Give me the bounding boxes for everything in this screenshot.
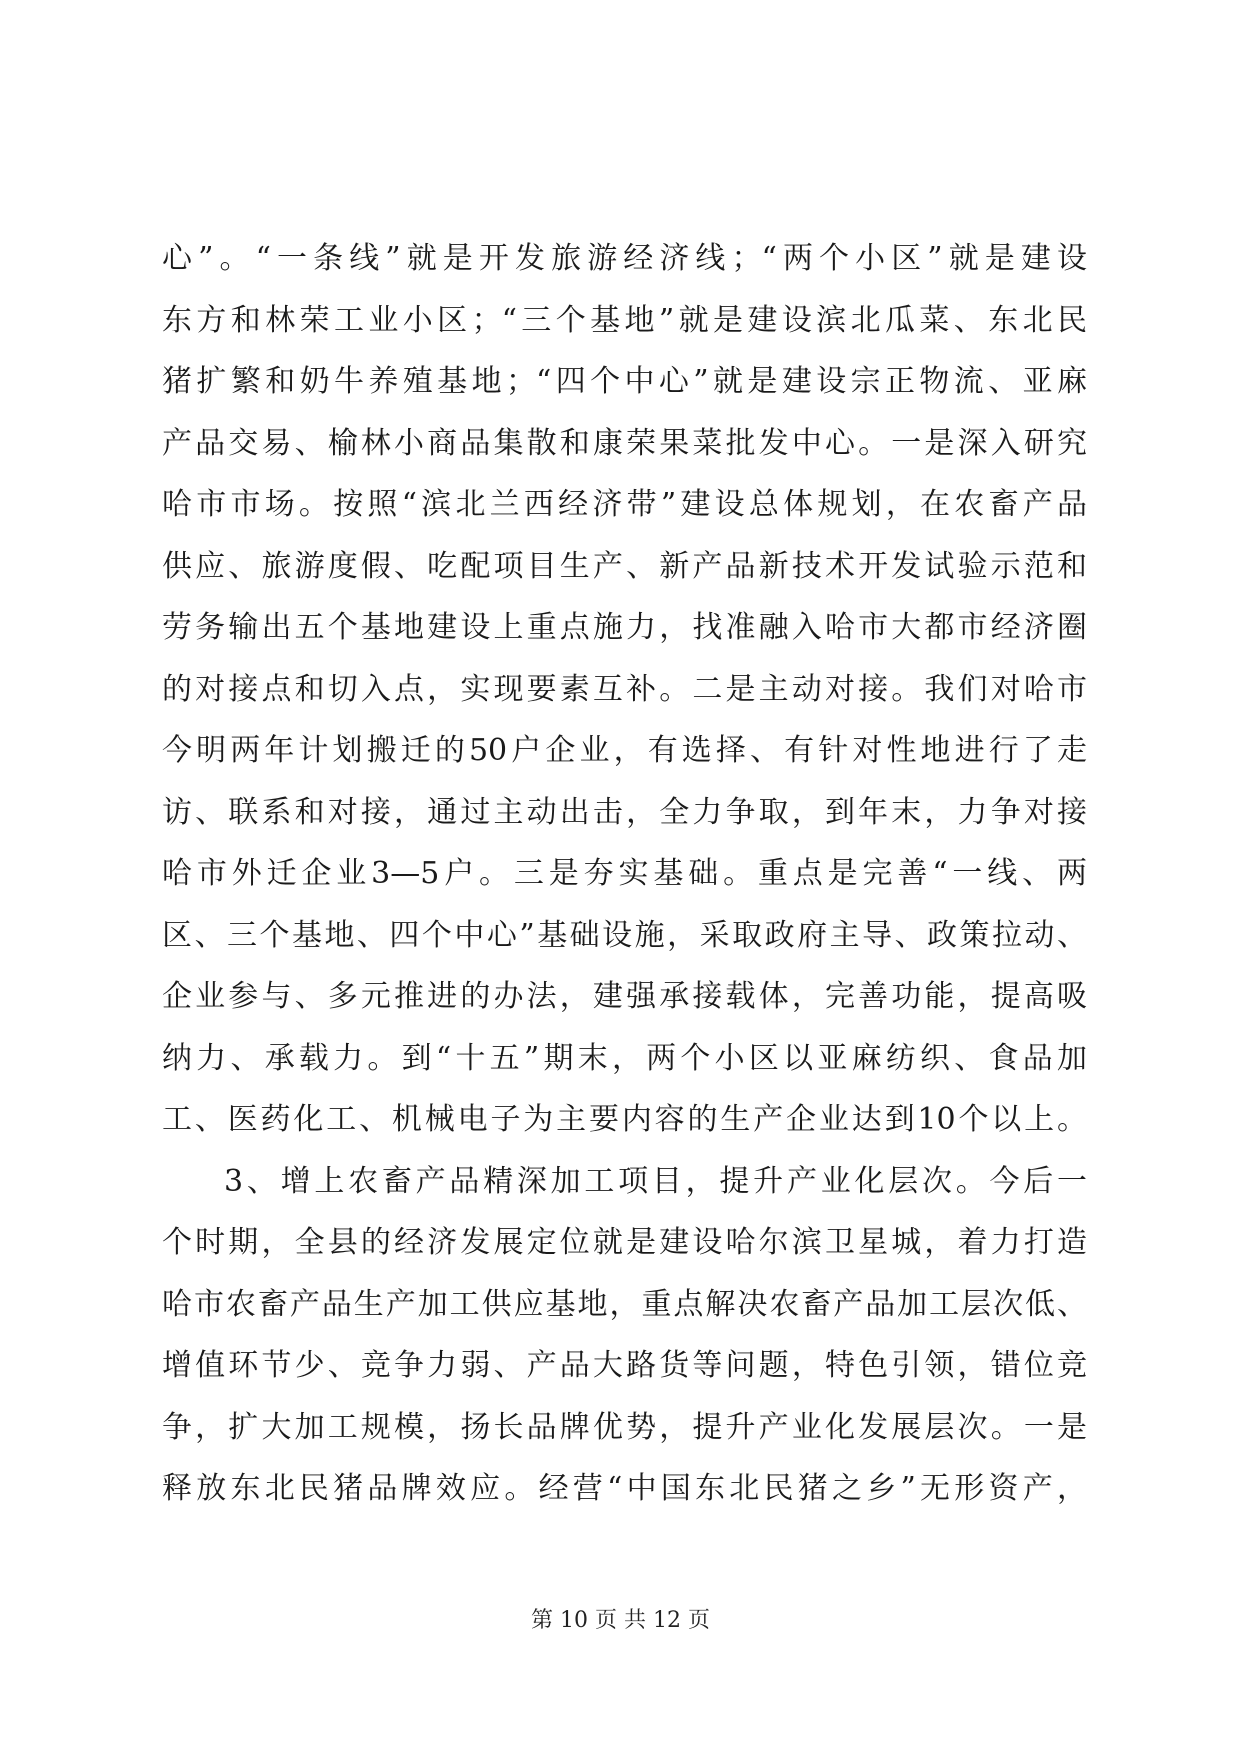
text-line: 纳力、承载力。到“十五”期末，两个小区以亚麻纺织、食品加 [162, 1040, 1087, 1076]
text-line: 个时期，全县的经济发展定位就是建设哈尔滨卫星城，着力打造 [162, 1225, 1087, 1260]
text-line: 产品交易、榆林小商品集散和康荣果菜批发中心。一是深入研究 [162, 425, 1087, 461]
text-line: 劳务输出五个基地建设上重点施力，找准融入哈市大都市经济圈 [162, 610, 1087, 645]
text-line: 哈市农畜产品生产加工供应基地，重点解决农畜产品加工层次低、 [162, 1286, 1087, 1322]
text-line: 心”。“一条线”就是开发旅游经济线；“两个小区”就是建设 [162, 241, 1087, 276]
text-line: 今明两年计划搬迁的50户企业，有选择、有针对性地进行了走 [162, 733, 1087, 768]
text-line: 区、三个基地、四个中心”基础设施，采取政府主导、政策拉动、 [162, 917, 1087, 953]
text-line: 访、联系和对接，通过主动出击，全力争取，到年末，力争对接 [162, 794, 1087, 830]
text-line: 企业参与、多元推进的办法，建强承接载体，完善功能，提高吸 [162, 979, 1087, 1014]
text-line: 供应、旅游度假、吃配项目生产、新产品新技术开发试验示范和 [162, 548, 1087, 584]
paragraph-heading-line: 3、增上农畜产品精深加工项目，提升产业化层次。今后一 [224, 1163, 1087, 1199]
text-line: 的对接点和切入点，实现要素互补。二是主动对接。我们对哈市 [162, 671, 1087, 707]
text-line: 释放东北民猪品牌效应。经营“中国东北民猪之乡”无形资产， [162, 1471, 1087, 1506]
body-text [162, 228, 1087, 1520]
text-line: 哈市市场。按照“滨北兰西经济带”建设总体规划，在农畜产品 [162, 487, 1087, 522]
text-line: 哈市外迁企业3—5户。三是夯实基础。重点是完善“一线、两 [162, 856, 1087, 891]
text-line: 工、医药化工、机械电子为主要内容的生产企业达到10个以上。 [162, 1102, 1087, 1137]
text-line: 增值环节少、竞争力弱、产品大路货等问题，特色引领，错位竞 [162, 1348, 1087, 1383]
page-number: 第 10 页 共 12 页 [531, 1608, 710, 1633]
text-line: 东方和林荣工业小区；“三个基地”就是建设滨北瓜菜、东北民 [162, 302, 1087, 338]
text-line: 猪扩繁和奶牛养殖基地；“四个中心”就是建设宗正物流、亚麻 [162, 364, 1087, 399]
text-line: 争，扩大加工规模，扬长品牌优势，提升产业化发展层次。一是 [162, 1409, 1087, 1445]
